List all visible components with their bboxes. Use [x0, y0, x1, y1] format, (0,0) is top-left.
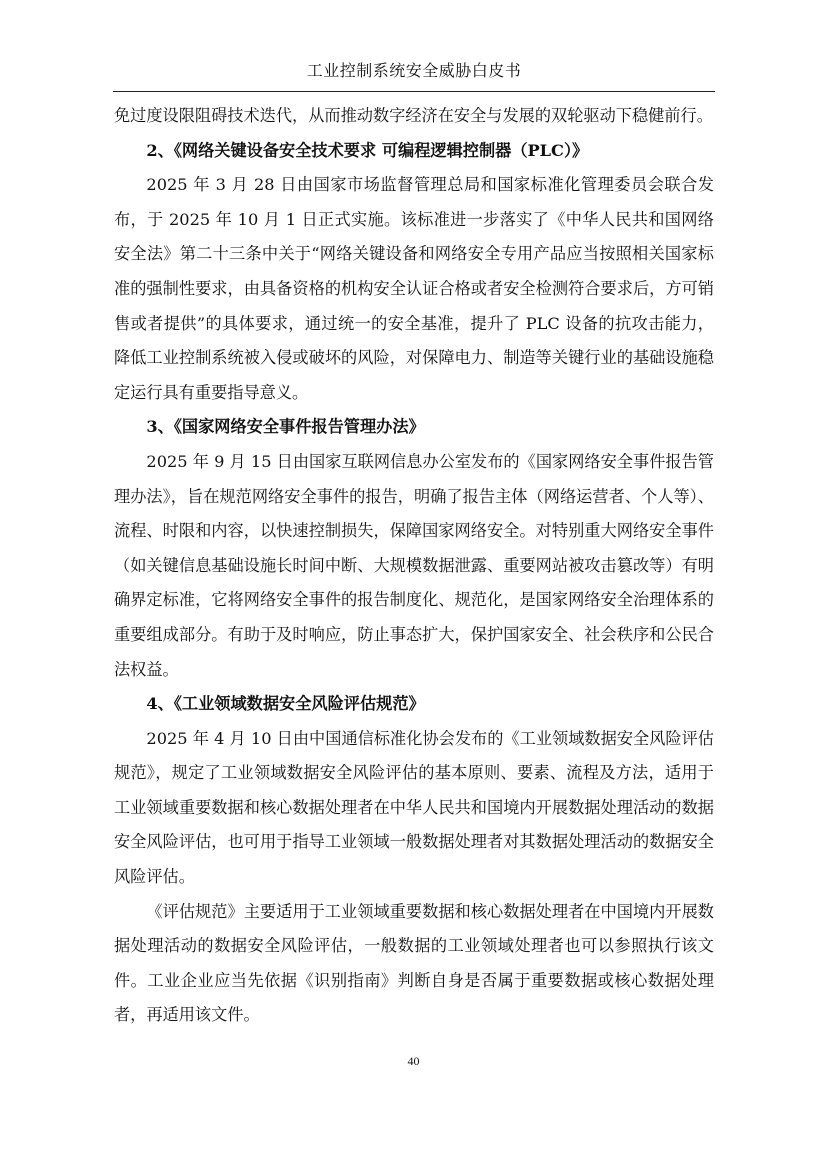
page-header-title: 工业控制系统安全威胁白皮书: [306, 61, 522, 80]
section-heading-incident-reporting: 3、《国家网络安全事件报告管理办法》: [146, 417, 425, 437]
document-body: [114, 99, 714, 1033]
section-paragraph-data-risk-assessment-2: 《评估规范》主要适用于工业领域重要数据和核心数据处理者在中国境内开展数据处理活动的数据安全风险评估，一般数据的工业领域处理者也可以参照执行该文件。工业企业应当先依据《识别指南》判断自身是否属于重要数据或核心数据处理者，再适用该文件。: [114, 901, 714, 1025]
section-paragraph-incident-reporting: 2025 年 9 月 15 日由国家互联网信息办公室发布的《国家网络安全事件报告管理办法》，旨在规范网络安全事件的报告，明确了报告主体（网络运营者、个人等）、流程、时限和内容，以快速控制损失，保障国家网络安全。对特别重大网络安全事件（如关键信息基础设施长时间中断、大规模数据泄露、重要网站被攻击篡改等）有明确界定标准，它将网络安全事件的报告制度化、规范化，是国家网络安全治理体系的重要组成部分。有助于及时响应，防止事态扩大，保护国家安全、社会秩序和公民合法权益。: [114, 451, 714, 679]
header-divider: [113, 91, 715, 92]
section-paragraph-data-risk-assessment-1: 2025 年 4 月 10 日由中国通信标准化协会发布的《工业领域数据安全风险评估规范》，规定了工业领域数据安全风险评估的基本原则、要素、流程及方法，适用于工业领域重要数据和核心数据处理者在中华人民共和国境内开展数据处理活动的数据安全风险评估，也可用于指导工业领域一般数据处理者对其数据处理活动的数据安全风险评估。: [114, 728, 714, 887]
section-paragraph-plc-standard: 2025 年 3 月 28 日由国家市场监督管理总局和国家标准化管理委员会联合发布，于 2025 年 10 月 1 日正式实施。该标准进一步落实了《中华人民共和国网络安全法》第二十三条中关于“网络关键设备和网络安全专用产品应当按照相关国家标准的强制性要求，由具备资格的机构安全认证合格或者安全检测符合要求后，方可销售或者提供”的具体要求，通过统一的安全基准，提升了 PLC 设备的抗攻击能力，降低工业控制系统被入侵或破坏的风险，对保障电力、制造等关键行业的基础设施稳定运行具有重要指导意义。: [114, 175, 714, 402]
section-heading-plc-standard: 2、《网络关键设备安全技术要求 可编程逻辑控制器（PLC）》: [146, 140, 589, 160]
page-number: 40: [407, 1054, 420, 1068]
section-heading-data-risk-assessment: 4、《工业领域数据安全风险评估规范》: [146, 694, 425, 714]
intro-continuation-paragraph: 免过度设限阻碍技术迭代，从而推动数字经济在安全与发展的双轮驱动下稳健前行。: [114, 106, 713, 125]
